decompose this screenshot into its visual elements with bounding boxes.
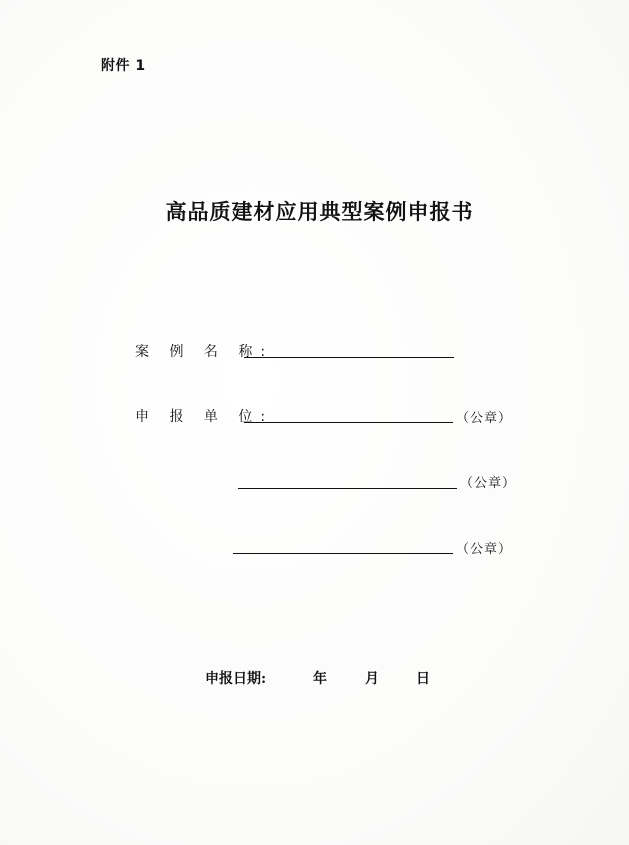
attachment-label: 附件 1 [101,58,146,74]
unit-label: 申 报 单 位: [135,409,274,425]
unit-line-3 [233,553,453,554]
unit-line-1 [244,422,453,423]
date-year: 年 [313,671,327,687]
seal-label-2: （公章） [460,476,517,491]
document-title: 高品质建材应用典型案例申报书 [165,199,474,224]
seal-label-3: （公章） [456,542,513,557]
date-day: 日 [416,671,430,687]
case-name-line [244,357,454,358]
seal-label-1: （公章） [456,411,513,426]
unit-line-2 [238,488,457,489]
date-label: 申报日期: [205,671,267,687]
case-name-label: 案 例 名 称: [135,344,274,360]
date-month: 月 [365,671,379,687]
